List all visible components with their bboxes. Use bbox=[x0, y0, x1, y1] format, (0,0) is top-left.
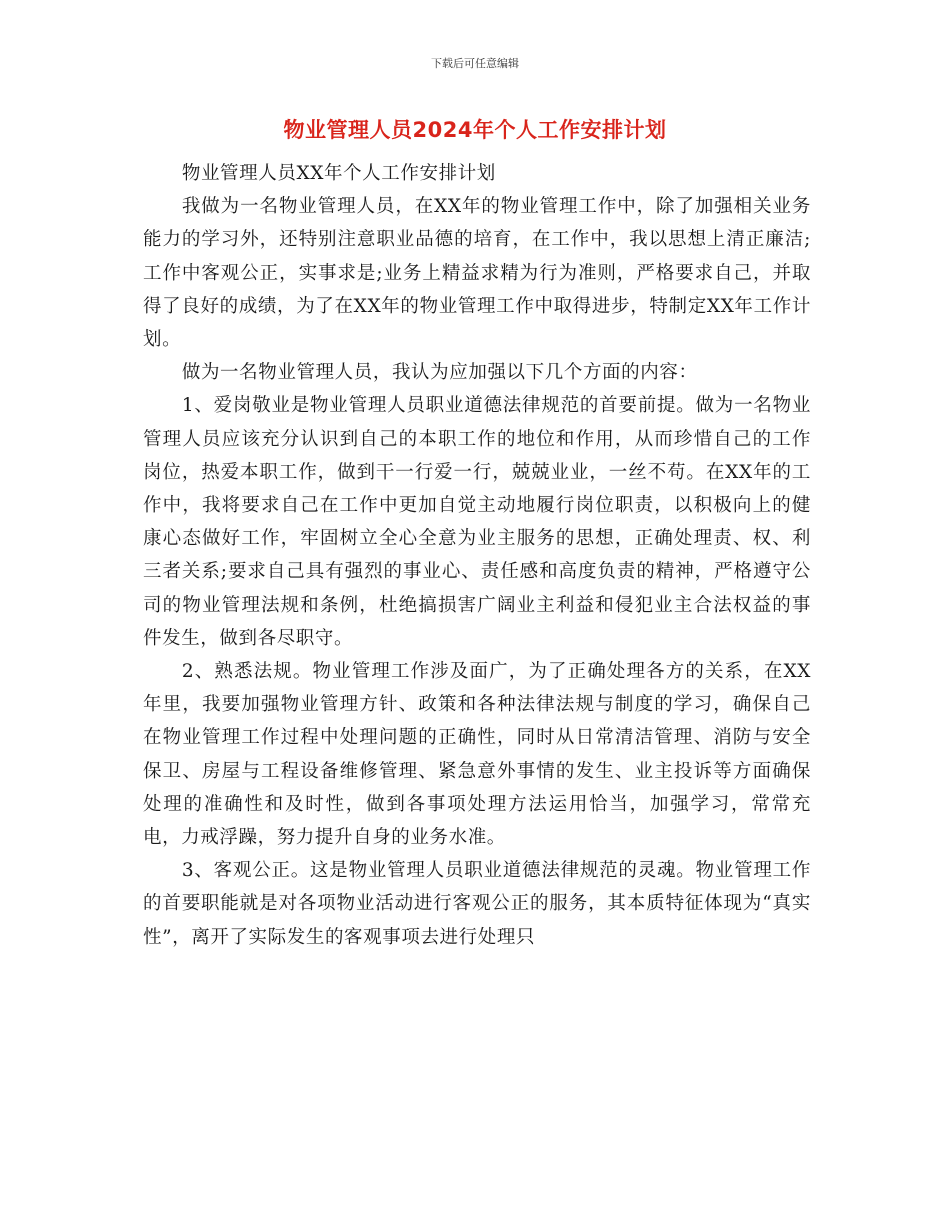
paragraph-point-1: 1、爱岗敬业是物业管理人员职业道德法律规范的首要前提。做为一名物业管理人员应该充分认识到自己的本职工作的地位和作用，从而珍惜自己的工作岗位，热爱本职工作，做到干一行爱一行，兢兢业业，一丝不苟。在XX年的工作中，我将要求自己在工作中更加自觉主动地履行岗位职责，以积极向上的健康心态做好工作，牢固树立全心全意为业主服务的思想，正确处理责、权、利三者关系;要求自己具有强烈的事业心、责任感和高度负责的精神，严格遵守公司的物业管理法规和条例，杜绝搞损害广阔业主利益和侵犯业主合法权益的事件发生，做到各尽职守。 bbox=[143, 395, 811, 649]
paragraph-intro: 我做为一名物业管理人员，在XX年的物业管理工作中，除了加强相关业务能力的学习外，还特别注意职业品德的培育，在工作中，我以思想上清正廉洁;工作中客观公正，实事求是;业务上精益求精为行为准则，严格要求自己，并取得了良好的成绩，为了在XX年的物业管理工作中取得进步，特制定XX年工作计划。 bbox=[143, 196, 811, 351]
document-title: 物业管理人员2024年个人工作安排计划 bbox=[283, 118, 667, 142]
paragraph-point-2: 2、熟悉法规。物业管理工作涉及面广，为了正确处理各方的关系，在XX年里，我要加强物业管理方针、政策和各种法律法规与制度的学习，确保自己在物业管理工作过程中处理问题的正确性，同时从日常清洁管理、消防与安全保卫、房屋与工程设备维修管理、紧急意外事情的发生、业主投诉等方面确保处理的准确性和及时性，做到各事项处理方法运用恰当，加强学习，常常充电，力戒浮躁，努力提升自身的业务水准。 bbox=[143, 661, 811, 849]
paragraph-aspects: 做为一名物业管理人员，我认为应加强以下几个方面的内容： bbox=[181, 362, 698, 384]
document-subtitle: 物业管理人员XX年个人工作安排计划 bbox=[181, 163, 496, 184]
document-body bbox=[143, 157, 811, 954]
header-note: 下载后可任意编辑 bbox=[431, 57, 519, 70]
paragraph-point-3: 3、客观公正。这是物业管理人员职业道德法律规范的灵魂。物业管理工作的首要职能就是对各项物业活动进行客观公正的服务，其本质特征体现为“真实性”，离开了实际发生的客观事项去进行处理只 bbox=[143, 860, 811, 948]
